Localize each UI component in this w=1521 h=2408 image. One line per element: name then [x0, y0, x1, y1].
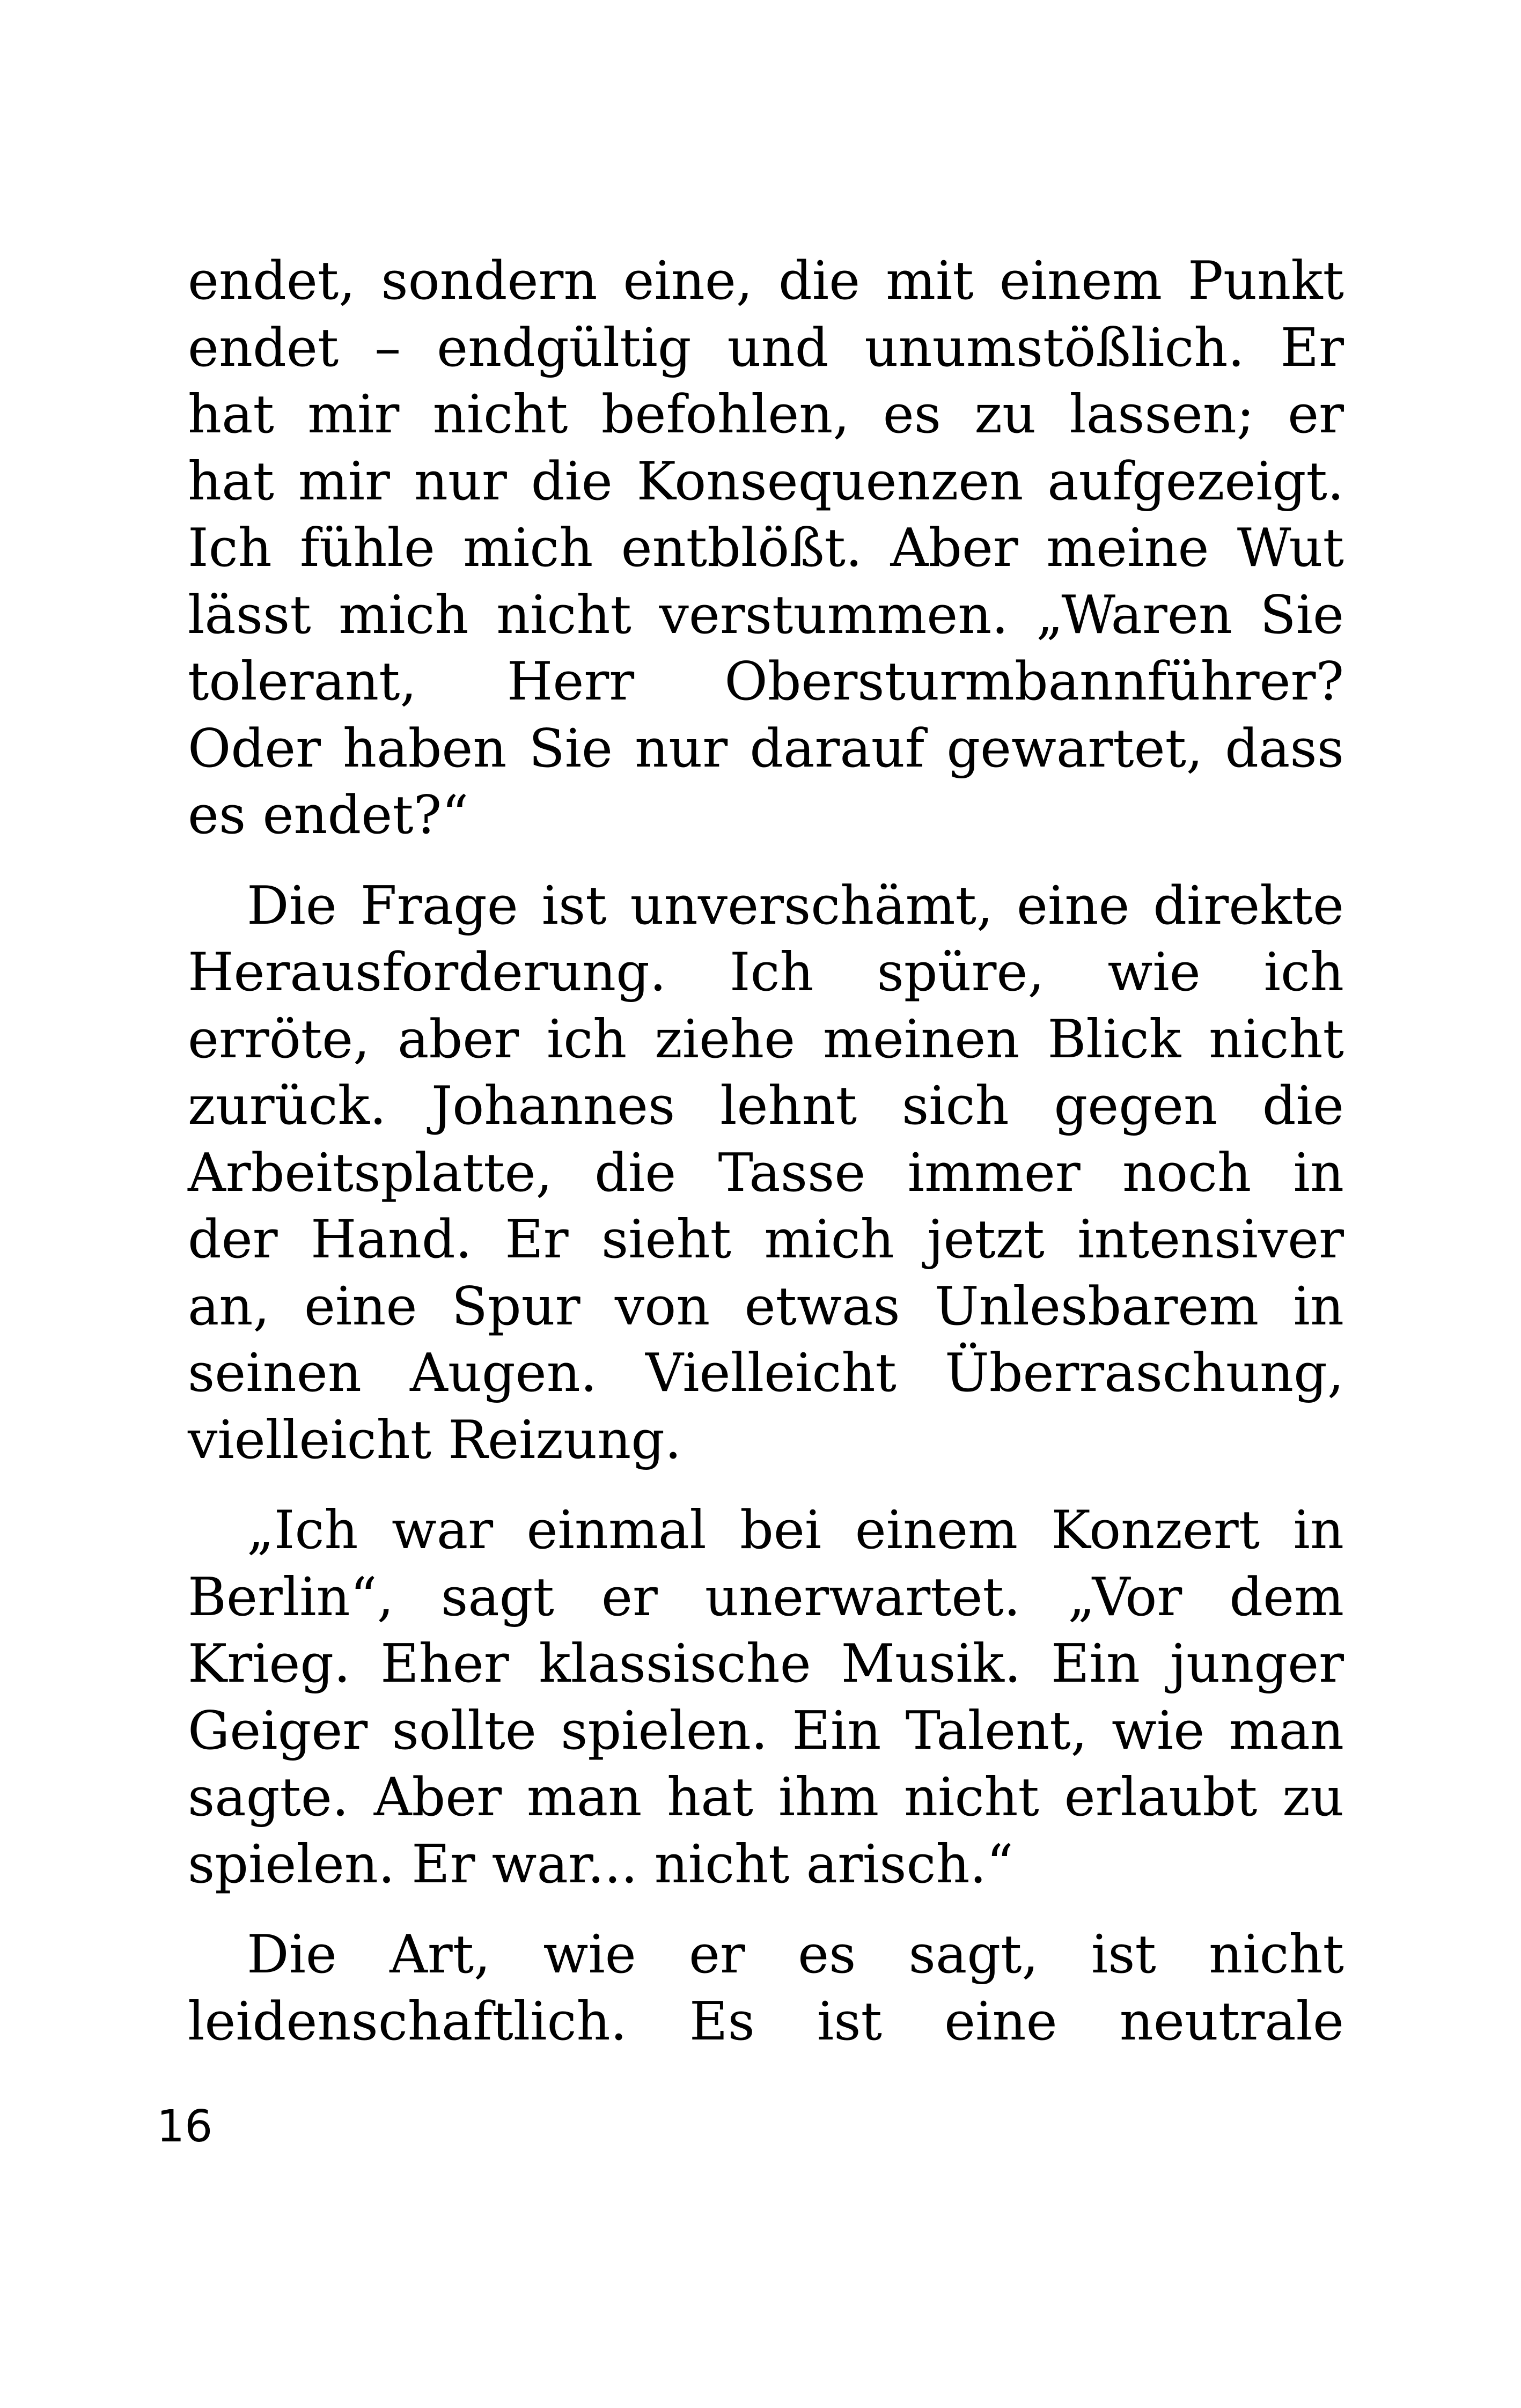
text-line: Die Frage ist unverschämt, eine direkte [247, 875, 1344, 937]
paragraph-1 [188, 248, 1344, 849]
text-line: lässt mich nicht verstummen. „Waren Sie [188, 584, 1344, 646]
paragraph-spacer [188, 1474, 1344, 1497]
paragraph-3 [188, 1497, 1344, 1898]
text-line: seinen Augen. Vielleicht Überraschung, [188, 1343, 1344, 1404]
page-number: 16 [157, 2101, 213, 2152]
text-line: hat mir nur die Konsequenzen aufgezeigt. [188, 451, 1344, 512]
text-line: Geiger sollte spielen. Ein Talent, wie man [188, 1700, 1344, 1762]
text-line: es endet?“ [188, 785, 469, 846]
text-line: „Ich war einmal bei einem Konzert in [247, 1500, 1344, 1561]
text-line: sagte. Aber man hat ihm nicht erlaubt zu [188, 1767, 1344, 1828]
text-line: endet, sondern eine, die mit einem Punkt [188, 251, 1344, 312]
text-line: vielleicht Reizung. [188, 1409, 682, 1471]
text-line: zurück. Johannes lehnt sich gegen die [188, 1076, 1344, 1137]
paragraph-spacer [188, 849, 1344, 873]
text-line: hat mir nicht befohlen, es zu lassen; er [188, 384, 1344, 445]
text-line: Berlin“, sagt er unerwartet. „Vor dem [188, 1566, 1344, 1628]
paragraph-2 [188, 873, 1344, 1474]
text-line: leidenschaftlich. Es ist eine neutrale [188, 1991, 1344, 2052]
text-line: Oder haben Sie nur darauf gewartet, dass [188, 718, 1344, 779]
text-line: Die Art, wie er es sagt, ist nicht [247, 1924, 1344, 1985]
text-line: Krieg. Eher klassische Musik. Ein junger [188, 1633, 1344, 1695]
text-line: an, eine Spur von etwas Unlesbarem in [188, 1276, 1344, 1337]
text-line: tolerant, Herr Obersturmbannführer? [188, 651, 1344, 712]
text-line: Herausforderung. Ich spüre, wie ich [188, 942, 1344, 1003]
text-line: der Hand. Er sieht mich jetzt intensiver [188, 1209, 1344, 1270]
text-line: Arbeitsplatte, die Tasse immer noch in [188, 1142, 1344, 1204]
text-line: Ich fühle mich entblößt. Aber meine Wut [188, 518, 1344, 579]
paragraph-4 [188, 1921, 1344, 2055]
body-text [188, 248, 1344, 2055]
paragraph-spacer [188, 1898, 1344, 1921]
text-line: endet – endgültig und unumstößlich. Er [188, 317, 1344, 379]
text-line: erröte, aber ich ziehe meinen Blick nicht [188, 1008, 1344, 1070]
text-line: spielen. Er war... nicht arisch.“ [188, 1833, 1013, 1895]
